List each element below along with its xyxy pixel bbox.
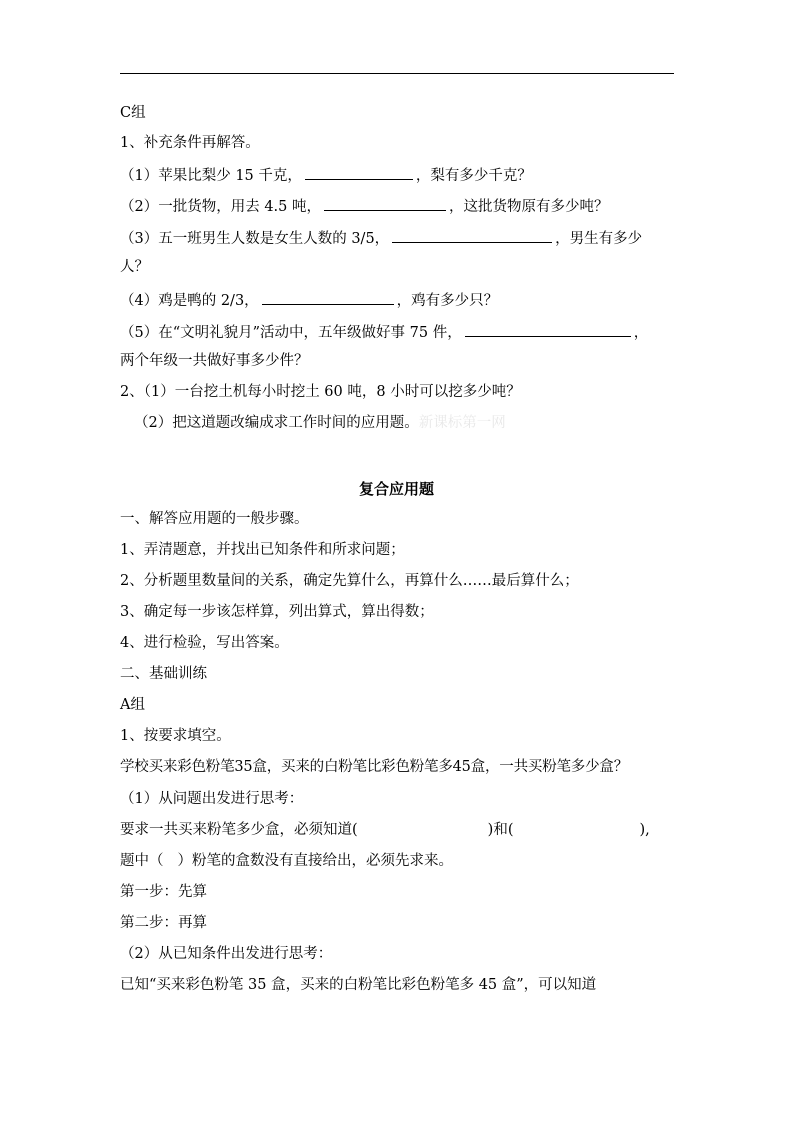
- need-text: 要求一共买来粉笔多少盒，必须知道(: [120, 822, 358, 838]
- problem-statement: 学校买来彩色粉笔35盒，买来的白粉笔比彩色粉笔多45盒，一共买粉笔多少盒？: [120, 759, 628, 775]
- a-question-1: 1、按要求填空。: [120, 728, 231, 744]
- item-text: （5）在“文明礼貌月”活动中，五年级做好事 75 件，: [120, 325, 462, 341]
- question-1-item-5-cont: 两个年级一共做好事多少件？: [120, 353, 309, 369]
- group-a-label: A组: [120, 697, 145, 713]
- question-1-item-3-cont: 人？: [120, 259, 149, 275]
- given-conditions-line: 已知“买来彩色粉笔 35 盒，买来的白粉笔比彩色粉笔多 45 盒”，可以知道: [120, 977, 597, 993]
- step-item-3: 3、确定每一步该怎样算，列出算式，算出得数；: [120, 604, 434, 620]
- answer-blank[interactable]: [324, 196, 446, 211]
- step-item-1: 1、弄清题意，并找出已知条件和所求问题；: [120, 542, 405, 558]
- question-1-item-5: [120, 322, 680, 342]
- training-heading: 二、基础训练: [120, 666, 207, 682]
- given-line: [120, 852, 680, 870]
- item-text: ，男生有多少: [555, 231, 643, 247]
- answer-blank[interactable]: [392, 228, 552, 243]
- item-text: （4）鸡是鸭的 2/3，: [120, 293, 259, 309]
- item-text: （2）一批货物，用去 4.5 吨，: [120, 199, 322, 215]
- question-2-text: （2）把这道题改编成求工作时间的应用题。: [134, 415, 419, 431]
- answer-blank[interactable]: [465, 322, 631, 337]
- think-from-given: （2）从已知条件出发进行思考：: [120, 946, 333, 962]
- section-title: 复合应用题: [358, 480, 434, 498]
- item-text: ，鸡有多少只？: [396, 293, 499, 309]
- think-from-question: （1）从问题出发进行思考：: [120, 791, 304, 807]
- need-text: ),: [639, 822, 650, 838]
- group-c-label: C组: [120, 105, 146, 121]
- given-text: 题中（: [120, 853, 164, 869]
- step-two: 第二步：再算: [120, 915, 207, 931]
- answer-blank[interactable]: [262, 290, 394, 305]
- header-rule: [120, 73, 674, 74]
- need-text: )和(: [487, 822, 514, 838]
- item-text: ，这批货物原有多少吨？: [449, 199, 609, 215]
- item-text: ，梨有多少千克？: [415, 168, 532, 184]
- question-1-item-2: [120, 196, 680, 216]
- question-1-item-3: [120, 228, 680, 248]
- step-item-2: 2、分析题里数量间的关系，确定先算什么，再算什么……最后算什么；: [120, 573, 579, 589]
- item-text: ，: [633, 325, 649, 341]
- question-2-line-1: 2、（1）一台挖土机每小时挖土 60 吨，8 小时可以挖多少吨？: [120, 384, 521, 400]
- answer-blank[interactable]: [305, 165, 413, 180]
- need-to-know-line: [120, 821, 680, 839]
- item-text: （1）苹果比梨少 15 千克，: [120, 168, 302, 184]
- question-1-item-1: [120, 165, 680, 185]
- steps-heading: 一、解答应用题的一般步骤。: [120, 511, 309, 527]
- question-1-item-4: [120, 290, 680, 310]
- step-item-4: 4、进行检验，写出答案。: [120, 635, 289, 651]
- question-2-line-2: [134, 414, 694, 432]
- watermark-text: 新课标第一网: [418, 415, 506, 431]
- question-1-title: 1、补充条件再解答。: [120, 135, 260, 151]
- given-text: ）粉笔的盒数没有直接给出，必须先求来。: [177, 853, 453, 869]
- item-text: （3）五一班男生人数是女生人数的 3/5，: [120, 231, 390, 247]
- step-one: 第一步：先算: [120, 884, 207, 900]
